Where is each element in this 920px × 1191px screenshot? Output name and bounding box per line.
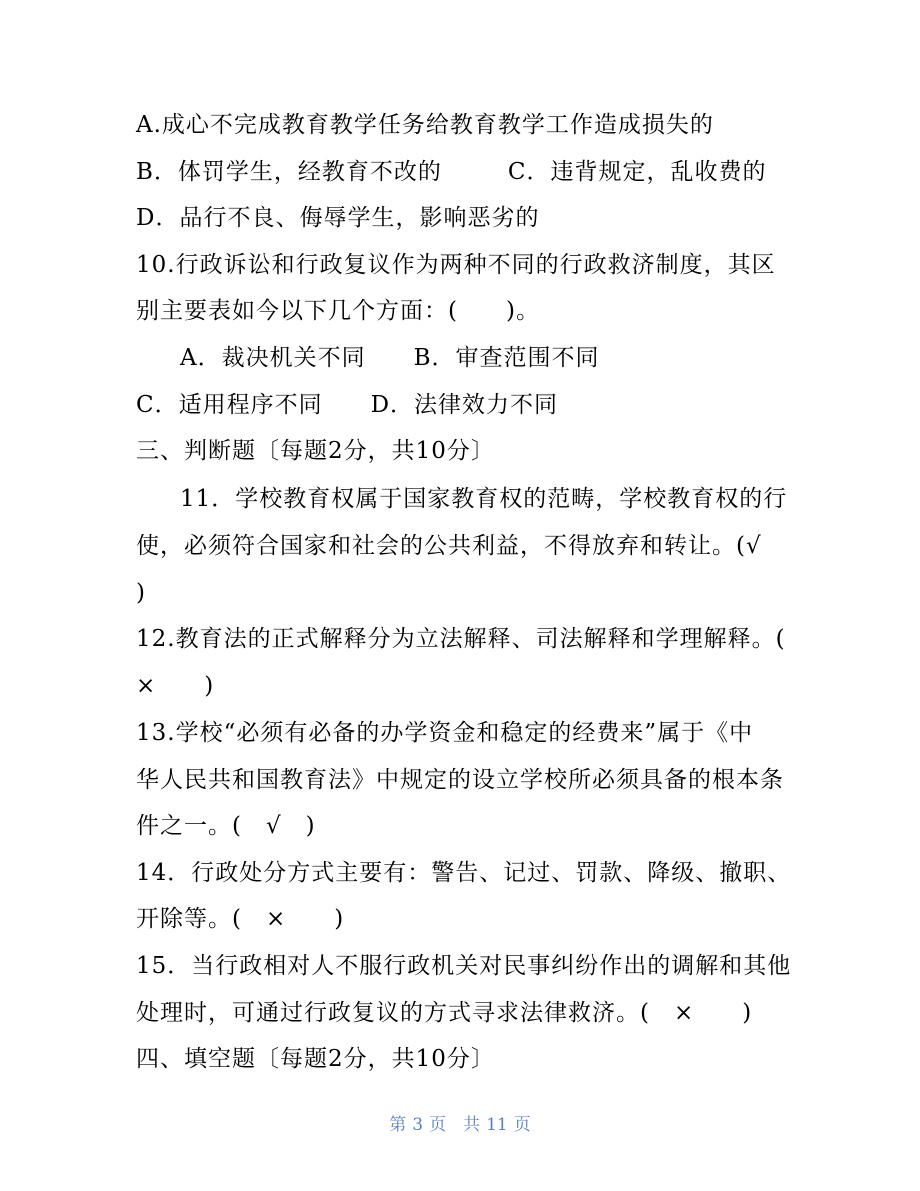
option-c-text: C．违背规定，乱收费的 [507,159,767,185]
section-heading-fill-blank: 四、填空题〔每题2分，共10分〕 [136,1046,495,1072]
question-11-line-3: ) [136,580,146,606]
question-13-line-2: 华人民共和国教育法》中规定的设立学校所必须具备的根本条 [136,767,784,793]
question-10-line-2: 别主要表如今以下几个方面：( )。 [136,298,540,324]
footer-page-number: 3 [412,1115,424,1135]
question-15-line-2: 处理时，可通过行政复议的方式寻求法律救济。( × ) [136,1000,753,1026]
footer-middle: 页 共 [429,1115,481,1135]
question-10-options-cd [136,390,558,420]
q10-option-c: C．适用程序不同 [136,392,323,418]
question-11-line-2: 使，必须符合国家和社会的公共利益，不得放弃和转让。(√ [136,533,762,559]
page-footer [0,1113,920,1137]
question-11-line-1: 11．学校教育权属于国家教育权的范畴，学校教育权的行 [180,486,788,512]
footer-suffix: 页 [513,1115,531,1135]
footer-total-pages: 11 [486,1115,508,1135]
option-b-text: B．体罚学生，经教育不改的 [136,159,442,185]
q10-option-a: A．裁决机关不同 [180,345,366,371]
question-13-line-3: 件之一。( √ ) [136,813,316,839]
question-14-line-1: 14．行政处分方式主要有：警告、记过、罚款、降级、撤职、 [136,860,792,886]
q10-option-b: B．审查范围不同 [413,345,600,371]
section-heading-judgement: 三、判断题〔每题2分，共10分〕 [136,438,495,464]
question-12-line-1: 12.教育法的正式解释分为立法解释、司法解释和学理解释。( [136,626,786,652]
question-12-line-2: × ) [136,673,215,699]
footer-prefix: 第 [389,1115,407,1135]
option-row-bc [136,157,767,187]
q10-option-d: D．法律效力不同 [370,392,559,418]
question-10-line-1: 10.行政诉讼和行政复议作为两种不同的行政救济制度，其区 [136,252,776,278]
option-d-text: D．品行不良、侮辱学生，影响恶劣的 [136,205,540,231]
option-a-text: A.成心不完成教育教学任务给教育教学工作造成损失的 [136,112,714,138]
question-13-line-1: 13.学校“必须有必备的办学资金和稳定的经费来”属于《中 [136,720,754,746]
question-15-line-1: 15．当行政相对人不服行政机关对民事纠纷作出的调解和其他 [136,953,792,979]
question-10-options-ab [180,343,600,373]
question-14-line-2: 开除等。( × ) [136,906,345,932]
